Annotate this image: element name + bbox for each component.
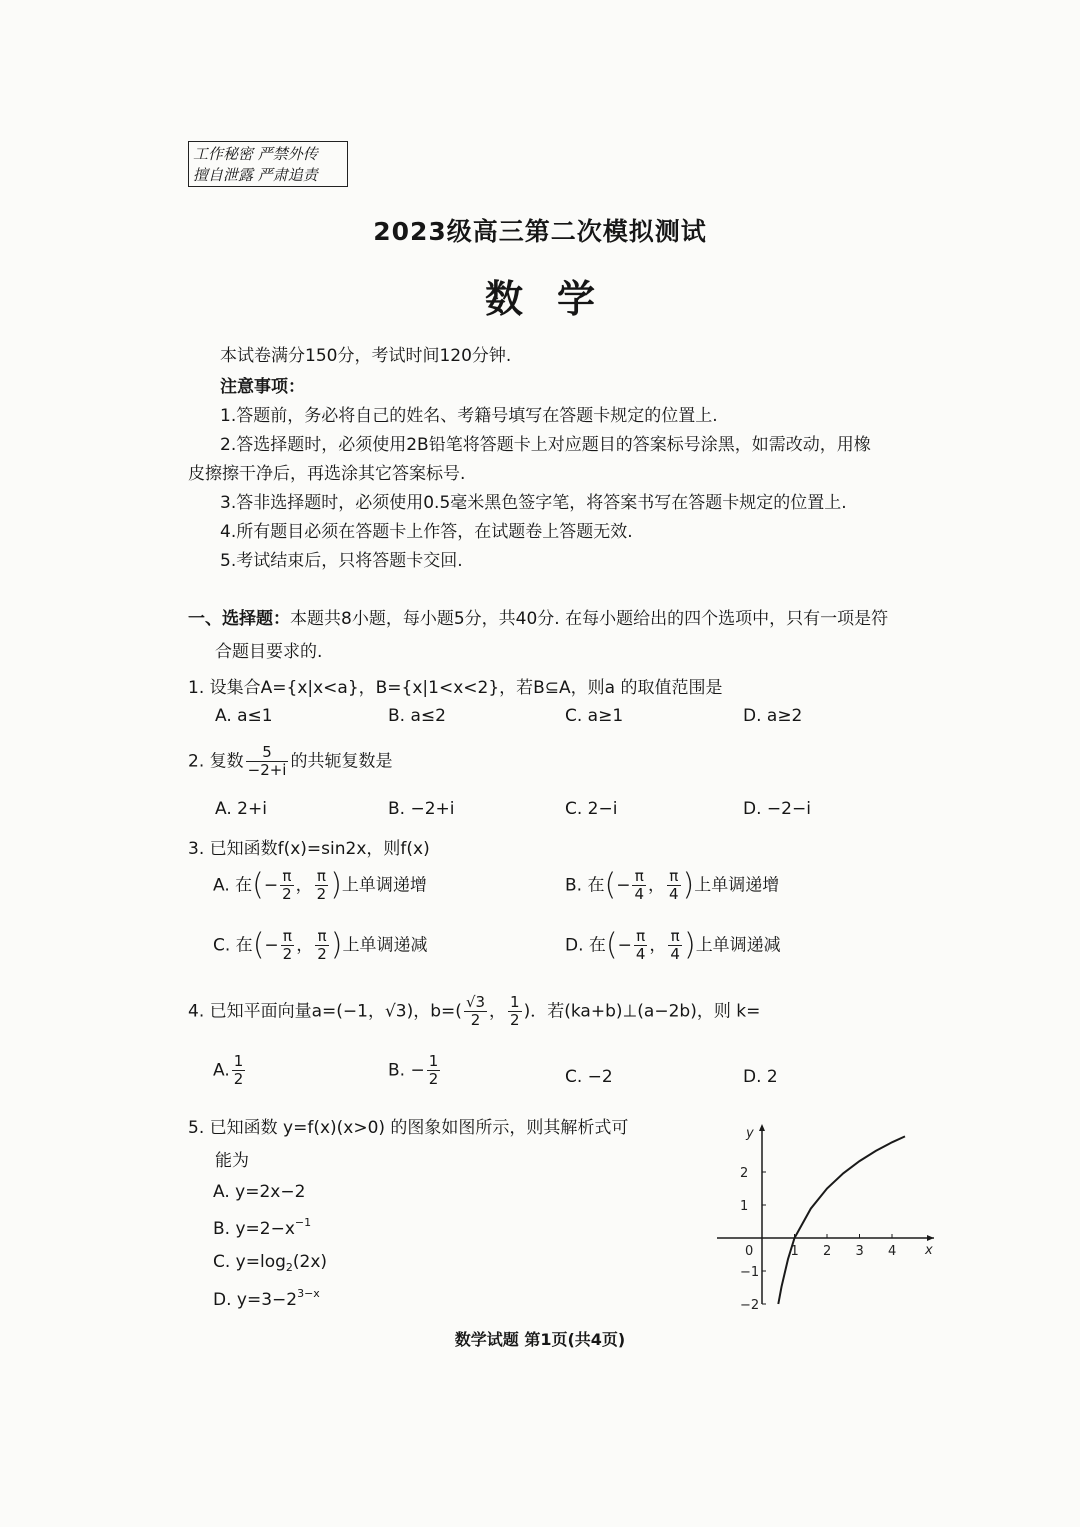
q3-c-num1: π — [281, 928, 295, 946]
q1-option-b: B. a≤2 — [388, 706, 446, 726]
q5-c-arg: (2x) — [292, 1252, 328, 1272]
notice-3: 3.答非选择题时，必须使用0.5毫米黑色签字笔，将答案书写在答题卡规定的位置上. — [220, 493, 847, 513]
q3-d-den1: 4 — [635, 945, 646, 963]
q3-a-frac1 — [280, 868, 294, 903]
q3-b-den2: 4 — [669, 885, 679, 903]
q3-b-num2: π — [667, 868, 681, 886]
q4-a-frac — [232, 1053, 246, 1088]
q3-a-pre: A. 在 — [213, 875, 253, 896]
x-tick-label: 3 — [855, 1244, 864, 1259]
x-axis-label: x — [925, 1243, 933, 1258]
q3-c-post: 上单调递减 — [342, 935, 428, 956]
q4-num2: 1 — [510, 993, 520, 1011]
q3-c-den1: 2 — [282, 945, 293, 963]
q3-d-num1: π — [634, 928, 648, 946]
q4-b-den: 2 — [428, 1070, 439, 1088]
q4-frac1 — [464, 994, 487, 1029]
q2-option-c: C. 2−i — [565, 799, 618, 819]
x-tick-label: 1 — [790, 1244, 799, 1259]
y-axis-arrow — [759, 1124, 765, 1131]
function-curve — [778, 1136, 905, 1304]
section-1-text-cont: 合题目要求的. — [215, 642, 323, 662]
section-1-header — [188, 604, 888, 629]
x-tick-label: 2 — [823, 1244, 832, 1259]
q3-b-comma: ， — [648, 875, 665, 896]
q5-option-b — [213, 1216, 311, 1239]
q4-b-num: 1 — [428, 1052, 439, 1070]
q3-option-a: A. 在(− $\frac{\pi}{2}$ ， $\frac{\pi}{2}$ )上单调递增 — [213, 867, 427, 903]
notice-heading: 注意事项： — [220, 377, 305, 397]
y-tick-label: −2 — [740, 1298, 760, 1310]
q3-b-den1: 4 — [634, 885, 644, 903]
q3-d-num2: π — [668, 928, 682, 946]
notice-2: 2.答选择题时，必须使用2B铅笔将答题卡上对应题目的答案标号涂黑，如需改动，用橡 — [220, 435, 871, 455]
notice-5: 5.考试结束后，只将答题卡交回. — [220, 551, 463, 571]
q2-num: 5 — [246, 744, 289, 762]
q3-b-frac1 — [632, 868, 646, 903]
q3-a-num1: π — [280, 868, 294, 886]
q3-d-den2: 4 — [670, 945, 680, 963]
q3-a-den2: 2 — [316, 885, 327, 903]
q4-b-frac — [427, 1053, 441, 1088]
y-axis-label: y — [746, 1126, 754, 1141]
q4-option-b — [388, 1053, 442, 1088]
q3-c-frac1 — [281, 928, 295, 963]
question-4-stem: 4. 已知平面向量a=(−1，√3)，b=( $\frac{√3}{2}$ ， $\frac{1}{2}$ )．若(ka+b)⊥(a−2b)，则 k= — [188, 993, 761, 1029]
q3-c-minus: − — [264, 935, 279, 956]
q2-pre: 2. 复数 — [188, 751, 244, 772]
subject-title: 数学 — [484, 277, 629, 321]
q3-d-pre: D. 在 — [565, 935, 606, 956]
q3-a-minus: − — [263, 875, 279, 896]
q3-option-c: C. 在(− $\frac{\pi}{2}$ ， $\frac{\pi}{2}$ )上单调递减 — [213, 927, 428, 963]
q4-pre: 4. 已知平面向量a=(−1，√3)，b=( — [188, 1001, 462, 1022]
graph-ticks — [740, 1126, 933, 1310]
x-tick-label: 0 — [745, 1244, 754, 1259]
q3-b-minus: − — [616, 875, 631, 896]
q3-a-den1: 2 — [282, 885, 292, 903]
q1-option-d: D. a≥2 — [743, 706, 803, 726]
q2-den: −2+i — [247, 761, 287, 779]
q5-d-text: D. y=3−2 — [213, 1290, 298, 1310]
y-tick-label: −1 — [740, 1265, 760, 1280]
q3-d-frac1 — [634, 928, 648, 963]
notice-4: 4.所有题目必须在答题卡上作答，在试题卷上答题无效. — [220, 522, 633, 542]
q4-a-num: 1 — [233, 1052, 244, 1070]
section-1-text: 本题共8小题，每小题5分，共40分. 在每小题给出的四个选项中，只有一项是符 — [290, 609, 889, 629]
q2-post: 的共轭复数是 — [290, 751, 393, 772]
intro-text: 本试卷满分150分，考试时间120分钟. — [220, 346, 512, 366]
question-5-stem: 5. 已知函数 y=f(x)(x>0) 的图象如图所示，则其解析式可 — [188, 1118, 629, 1138]
exam-title: 2023级高三第二次模拟测试 — [373, 217, 707, 246]
stamp-line-1: 工作秘密 严禁外传 — [193, 145, 318, 163]
q5-d-exponent: 3−x — [297, 1287, 320, 1300]
q2-option-a: A. 2+i — [215, 799, 267, 819]
q4-option-a — [213, 1053, 247, 1088]
q4-post: )．若(ka+b)⊥(a−2b)，则 k= — [523, 1001, 761, 1022]
q3-a-comma: ， — [295, 875, 313, 896]
q3-b-num1: π — [632, 868, 646, 886]
q5-c-text: C. y=log — [213, 1252, 286, 1272]
q4-option-d: D. 2 — [743, 1067, 778, 1087]
q5-b-exponent: −1 — [294, 1216, 312, 1229]
q3-d-comma: ， — [649, 935, 667, 956]
q3-b-post: 上单调递增 — [694, 875, 780, 896]
question-2-stem — [188, 744, 392, 779]
function-graph — [712, 1118, 942, 1310]
q2-fraction — [246, 744, 289, 779]
section-1-label: 一、选择题： — [188, 609, 290, 629]
x-axis-arrow — [927, 1235, 934, 1241]
q4-b-label: B. − — [388, 1060, 425, 1081]
q3-c-comma: ， — [296, 935, 314, 956]
q4-den1: 2 — [470, 1011, 481, 1029]
q3-a-frac2 — [315, 868, 329, 903]
q3-c-den2: 2 — [317, 945, 327, 963]
y-tick-label: 2 — [740, 1166, 749, 1181]
q5-option-d — [213, 1287, 320, 1310]
question-1-stem: 1. 设集合A={x|x<a}，B={x|1<x<2}，若B⊆A，则a 的取值范围是 — [188, 678, 723, 698]
q3-option-d: D. 在(− $\frac{\pi}{4}$ ， $\frac{\pi}{4}$ )上单调递减 — [565, 927, 781, 963]
q3-d-frac2 — [668, 928, 682, 963]
q5-b-text: B. y=2−x — [213, 1219, 295, 1239]
q3-option-b: B. 在(− $\frac{\pi}{4}$ ， $\frac{\pi}{4}$ )上单调递增 — [565, 867, 780, 903]
q5-c-base: 2 — [285, 1261, 293, 1274]
q3-c-pre: C. 在 — [213, 935, 253, 956]
q1-option-c: C. a≥1 — [565, 706, 624, 726]
notice-2-cont: 皮擦擦干净后，再选涂其它答案标号. — [188, 464, 466, 484]
q3-d-post: 上单调递减 — [695, 935, 781, 956]
q4-num1: √3 — [465, 993, 486, 1011]
q2-option-b: B. −2+i — [388, 799, 455, 819]
q1-option-a: A. a≤1 — [215, 706, 273, 726]
question-5-stem-cont: 能为 — [215, 1151, 249, 1171]
q3-b-pre: B. 在 — [565, 875, 605, 896]
q5-option-a: A. y=2x−2 — [213, 1182, 306, 1202]
notice-1: 1.答题前，务必将自己的姓名、考籍号填写在答题卡规定的位置上. — [220, 406, 718, 426]
q3-c-num2: π — [315, 928, 329, 946]
q3-b-frac2 — [667, 868, 681, 903]
q3-a-post: 上单调递增 — [341, 875, 427, 896]
q4-option-c: C. −2 — [565, 1067, 613, 1087]
q3-d-minus: − — [617, 935, 632, 956]
q3-c-frac2 — [315, 928, 329, 963]
q4-a-den: 2 — [233, 1070, 244, 1088]
confidential-stamp — [188, 141, 348, 187]
q4-den2: 2 — [510, 1011, 520, 1029]
q3-a-num2: π — [315, 868, 329, 886]
x-tick-label: 4 — [888, 1244, 897, 1259]
q5-option-c — [213, 1252, 327, 1274]
q2-option-d: D. −2−i — [743, 799, 811, 819]
stamp-line-2: 擅自泄露 严肃追责 — [193, 166, 318, 184]
y-tick-label: 1 — [740, 1199, 749, 1214]
page-footer: 数学试题 第1页(共4页) — [454, 1330, 626, 1349]
q4-a-label: A. — [213, 1060, 230, 1081]
question-3-stem: 3. 已知函数f(x)=sin2x，则f(x) — [188, 839, 430, 859]
q4-frac2 — [508, 994, 522, 1029]
